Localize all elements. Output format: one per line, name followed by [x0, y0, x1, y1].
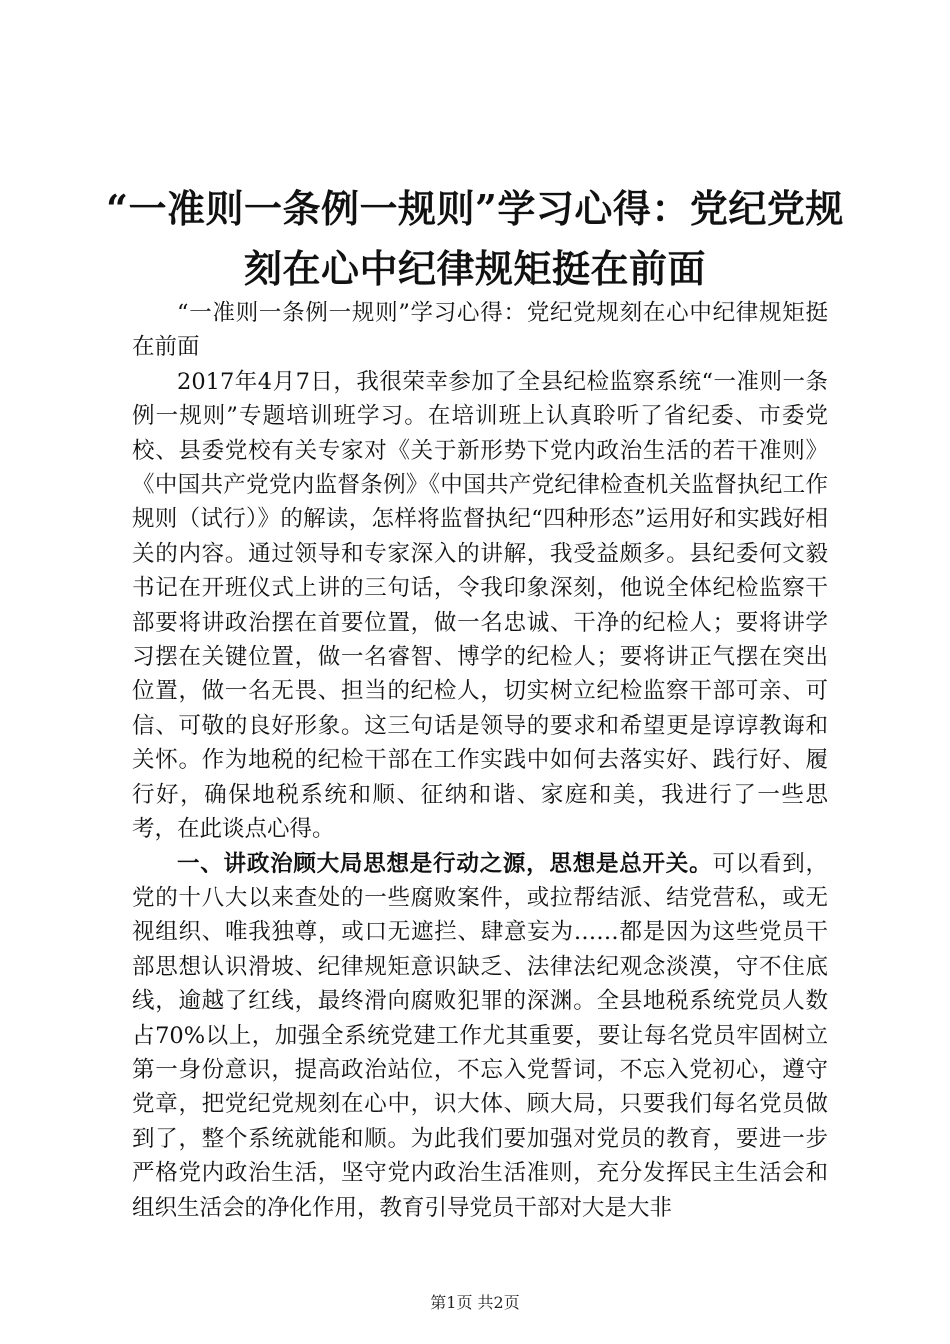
paragraph-text: “一准则一条例一规则”学习心得：党纪党规刻在心中纪律规矩挺在前面	[132, 300, 828, 361]
paragraph	[132, 847, 828, 1225]
paragraph-text: 可以看到，党的十八大以来查处的一些腐败案件，或拉帮结派、结党营私，或无视组织、唯我独尊，或口无遮拦、肆意妄为……都是因为这些党员干部思想认识滑坡、纪律规矩意识缺乏、法律法纪观念淡漠，守不住底线，逾越了红线，最终滑向腐败犯罪的深渊。全县地税系统党员人数占70%以上，加强全系统党建工作尤其重要，要让每名党员牢固树立第一身份意识，提高政治站位，不忘入党誓词，不忘入党初心，遵守党章，把党纪党规刻在心中，识大体、顾大局，只要我们每名党员做到了，整个系统就能和顺。为此我们要加强对党员的教育，要进一步严格党内政治生活，坚守党内政治生活准则，充分发挥民主生活会和组织生活会的净化作用，教育引导党员干部对大是大非	[132, 850, 828, 1221]
paragraph	[132, 365, 828, 847]
document-title-line-1: “一准则一条例一规则”学习心得：党纪党规	[106, 186, 844, 231]
paragraph	[132, 296, 828, 365]
document-title-line-2: 刻在心中纪律规矩挺在前面	[243, 246, 706, 291]
paragraph-text: 2017年4月7日，我很荣幸参加了全县纪检监察系统“一准则一条例一规则”专题培训班学习。在培训班上认真聆听了省纪委、市委党校、县委党校有关专家对《关于新形势下党内政治生活的若干准则》《中国共产党党内监督条例》《中国共产党纪律检查机关监督执纪工作规则（试行）》的解读，怎样将监督执纪“四种形态”运用好和实践好相关的内容。通过领导和专家深入的讲解，我受益颇多。县纪委何文毅书记在开班仪式上讲的三句话，令我印象深刻，他说全体纪检监察干部要将讲政治摆在首要位置，做一名忠诚、干净的纪检人；要将讲学习摆在关键位置，做一名睿智、博学的纪检人；要将讲正气摆在突出位置，做一名无畏、担当的纪检人，切实树立纪检监察干部可亲、可信、可敬的良好形象。这三句话是领导的要求和希望更是谆谆教诲和关怀。作为地税的纪检干部在工作实践中如何去落实好、践行好、履行好，确保地税系统和顺、征纳和谐、家庭和美，我进行了一些思考，在此谈点心得。	[132, 368, 828, 843]
document-body	[132, 296, 828, 1225]
section-heading: 一、讲政治顾大局思想是行动之源，思想是总开关。	[177, 850, 713, 877]
page-number-footer: 第1页 共2页	[430, 1293, 520, 1312]
